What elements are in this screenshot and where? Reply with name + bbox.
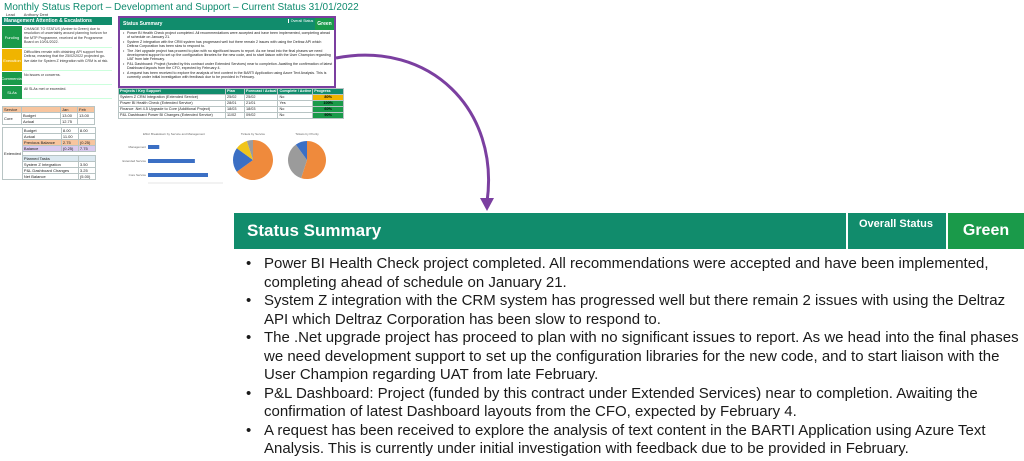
effort-chart-title: Effort Breakdown by Service and Management: [143, 132, 205, 136]
lead-name: Anthony Dent: [23, 12, 49, 17]
project-actual: 25/02: [245, 95, 278, 101]
overall-status-badge: Green: [946, 213, 1024, 249]
bar-category-label: Core Service: [128, 173, 146, 177]
project-actual: 09/02: [245, 113, 278, 119]
thumbnail-status-badge: Green: [315, 18, 334, 30]
finance-cell: Actual: [22, 119, 61, 125]
overall-status-label: Overall Status: [846, 213, 944, 249]
project-actual: 21/01: [245, 101, 278, 107]
project-complete: No: [278, 113, 313, 119]
finance-head-feb: Feb: [78, 107, 95, 113]
management-tag: Funding: [2, 26, 22, 48]
management-text: All SLAs met or exceeded.: [24, 87, 67, 91]
management-text: No issues or concerns.: [24, 73, 61, 77]
project-progress: 100%: [313, 101, 344, 107]
projects-head-plan: Plan: [226, 89, 245, 95]
finance-cell: 8.00: [61, 128, 78, 134]
summary-bullet: • System Z integration with the CRM system has progressed well but there remain 2 issues with using the Deltraz API which Deltraz Corporation has been slow to respond to.: [244, 292, 1019, 329]
finance-planned-head: Planned Tasks: [22, 156, 78, 162]
bar-category-label: Management: [128, 145, 146, 149]
management-text: Difficulties remain with obtaining API support from Deltraz, meaning that the 25/02/2022 projected go-live date for System Z integration with CRM is at risk.: [24, 50, 109, 63]
project-name: Finance .Net 4.5 Upgrade to Core (Additional Project): [119, 107, 226, 113]
projects-head-complete: Complete / Active: [279, 89, 312, 93]
finance-cell: Budget: [22, 113, 61, 119]
finance-ext-label: Extended: [3, 128, 23, 180]
bar-category-label: Extended Service: [122, 159, 146, 163]
thumbnail-bullet: • A request has been received to explore the analysis of text content in the BARTI Application using Azure Text Analysis. This is currently under initial investigation with feedback due to be provided in February.: [123, 71, 333, 80]
management-tag: Execution: [2, 49, 22, 71]
management-tag: SLAs: [2, 86, 22, 99]
thumbnail-summary-title: Status Summary: [123, 21, 163, 27]
project-name: System Z CRM Integration (Extended Service): [119, 95, 226, 101]
finance-cell: 2.75: [61, 140, 78, 146]
project-complete: No: [278, 107, 313, 113]
status-summary-panel: [234, 213, 1024, 461]
finance-cell: Budget: [22, 128, 61, 134]
finance-core-label: Core: [3, 113, 22, 125]
finance-head-service: Service: [3, 107, 22, 113]
finance-net-value: (5.00): [78, 174, 95, 180]
pie2-title: Tickets by Priority: [295, 132, 319, 136]
status-summary-title: Status Summary: [247, 221, 382, 240]
finance-cell: (0.25): [78, 140, 95, 146]
finance-cell: 12.75: [61, 119, 78, 125]
summary-bullet: • Power BI Health Check project completed. All recommendations were accepted and have been implemented, completing ahead of schedule on January 21.: [244, 255, 1019, 292]
thumbnail-bullet: • System Z integration with the CRM system has progressed well but there remain 2 issues with using the Deltraz API which Deltraz Corporation has been slow to respond to.: [123, 40, 333, 49]
project-actual: 18/03: [245, 107, 278, 113]
finance-cell: 11.00: [61, 134, 78, 140]
finance-net-label: Net Balance: [22, 174, 78, 180]
finance-cell: System Z Integration: [22, 162, 78, 168]
project-name: P&L Dashboard Power BI Changes (Extended Service): [119, 113, 226, 119]
thumbnail-bullet: • Power BI Health Check project completed. All recommendations were accepted and have been implemented, completing ahead of schedule on January 21.: [123, 31, 333, 40]
thumbnail-bullet: • The .Net upgrade project has proceed to plan with no significant issues to report. As we head into the final phases we need development support to set up the configuration libraries for the new code, and to start liaison with the User Champion regarding UAT from late February.: [123, 49, 333, 62]
finance-cell: 3.50: [78, 162, 95, 168]
finance-cell: 3.25: [78, 168, 95, 174]
thumbnail-overall-label: Overall Status: [288, 19, 315, 23]
finance-head-jan: Jan: [61, 107, 78, 113]
finance-cell: (0.25): [61, 146, 78, 152]
finance-cell: 13.00: [61, 113, 78, 119]
finance-cell: P&L Dashboard Changes: [22, 168, 78, 174]
project-progress: 60%: [313, 107, 344, 113]
project-plan: 11/02: [226, 113, 245, 119]
thumbnail-bullet: • P&L Dashboard: Project (funded by this contract under Extended Services) near to completion. Awaiting the confirmation of latest Dashboard layouts from the CFO, expected by February 4.: [123, 62, 333, 71]
finance-cell: Actual: [22, 134, 61, 140]
projects-head-name: Projects / Key Support: [119, 89, 226, 95]
status-summary-bullets: [244, 255, 1019, 459]
management-heading: Management Attention & Escalations: [2, 17, 112, 25]
project-plan: 18/03: [226, 107, 245, 113]
lead-label: Lead: [6, 12, 15, 17]
project-progress: 90%: [313, 113, 344, 119]
project-progress: 80%: [313, 95, 344, 101]
finance-cell: Balance: [22, 146, 61, 152]
summary-bullet: • P&L Dashboard: Project (funded by this contract under Extended Services) near to completion. Awaiting the confirmation of latest Dashboard layouts from the CFO, expected by February 4.: [244, 385, 1019, 422]
finance-cell: 13.00: [78, 113, 95, 119]
project-complete: No: [278, 95, 313, 101]
projects-head-progress: Progress: [313, 89, 344, 95]
report-title: Monthly Status Report – Development and Support – Current Status 31/01/2022: [4, 2, 359, 13]
finance-cell: 8.00: [78, 128, 95, 134]
finance-cell: Previous Balance: [22, 140, 61, 146]
project-plan: 25/02: [226, 95, 245, 101]
project-name: Power BI Health Check (Extended Service): [119, 101, 226, 107]
project-plan: 28/01: [226, 101, 245, 107]
summary-bullet: • A request has been received to explore the analysis of text content in the BARTI Application using Azure Text Analysis. This is currently under initial investigation with feedback due to be provided in February.: [244, 422, 1019, 459]
management-tag: Commercial: [2, 72, 22, 85]
management-text: CHANGE TO STATUS (Amber to Green) due to resolution of uncertainty around planning horizon for the MTP Programme, received at the Programme Board on 10/01/2022.: [24, 27, 107, 45]
finance-cell: 7.75: [78, 146, 95, 152]
project-complete: Yes: [278, 101, 313, 107]
summary-bullet: • The .Net upgrade project has proceed to plan with no significant issues to report. As we head into the final phases we need development support to set up the configuration libraries for the new code, and to start liaison with the User Champion regarding UAT from late February.: [244, 329, 1019, 385]
projects-head-actual: Forecast / Actual: [246, 89, 277, 93]
pie1-title: Tickets by Service: [240, 132, 266, 136]
status-summary-header: [234, 213, 1024, 249]
